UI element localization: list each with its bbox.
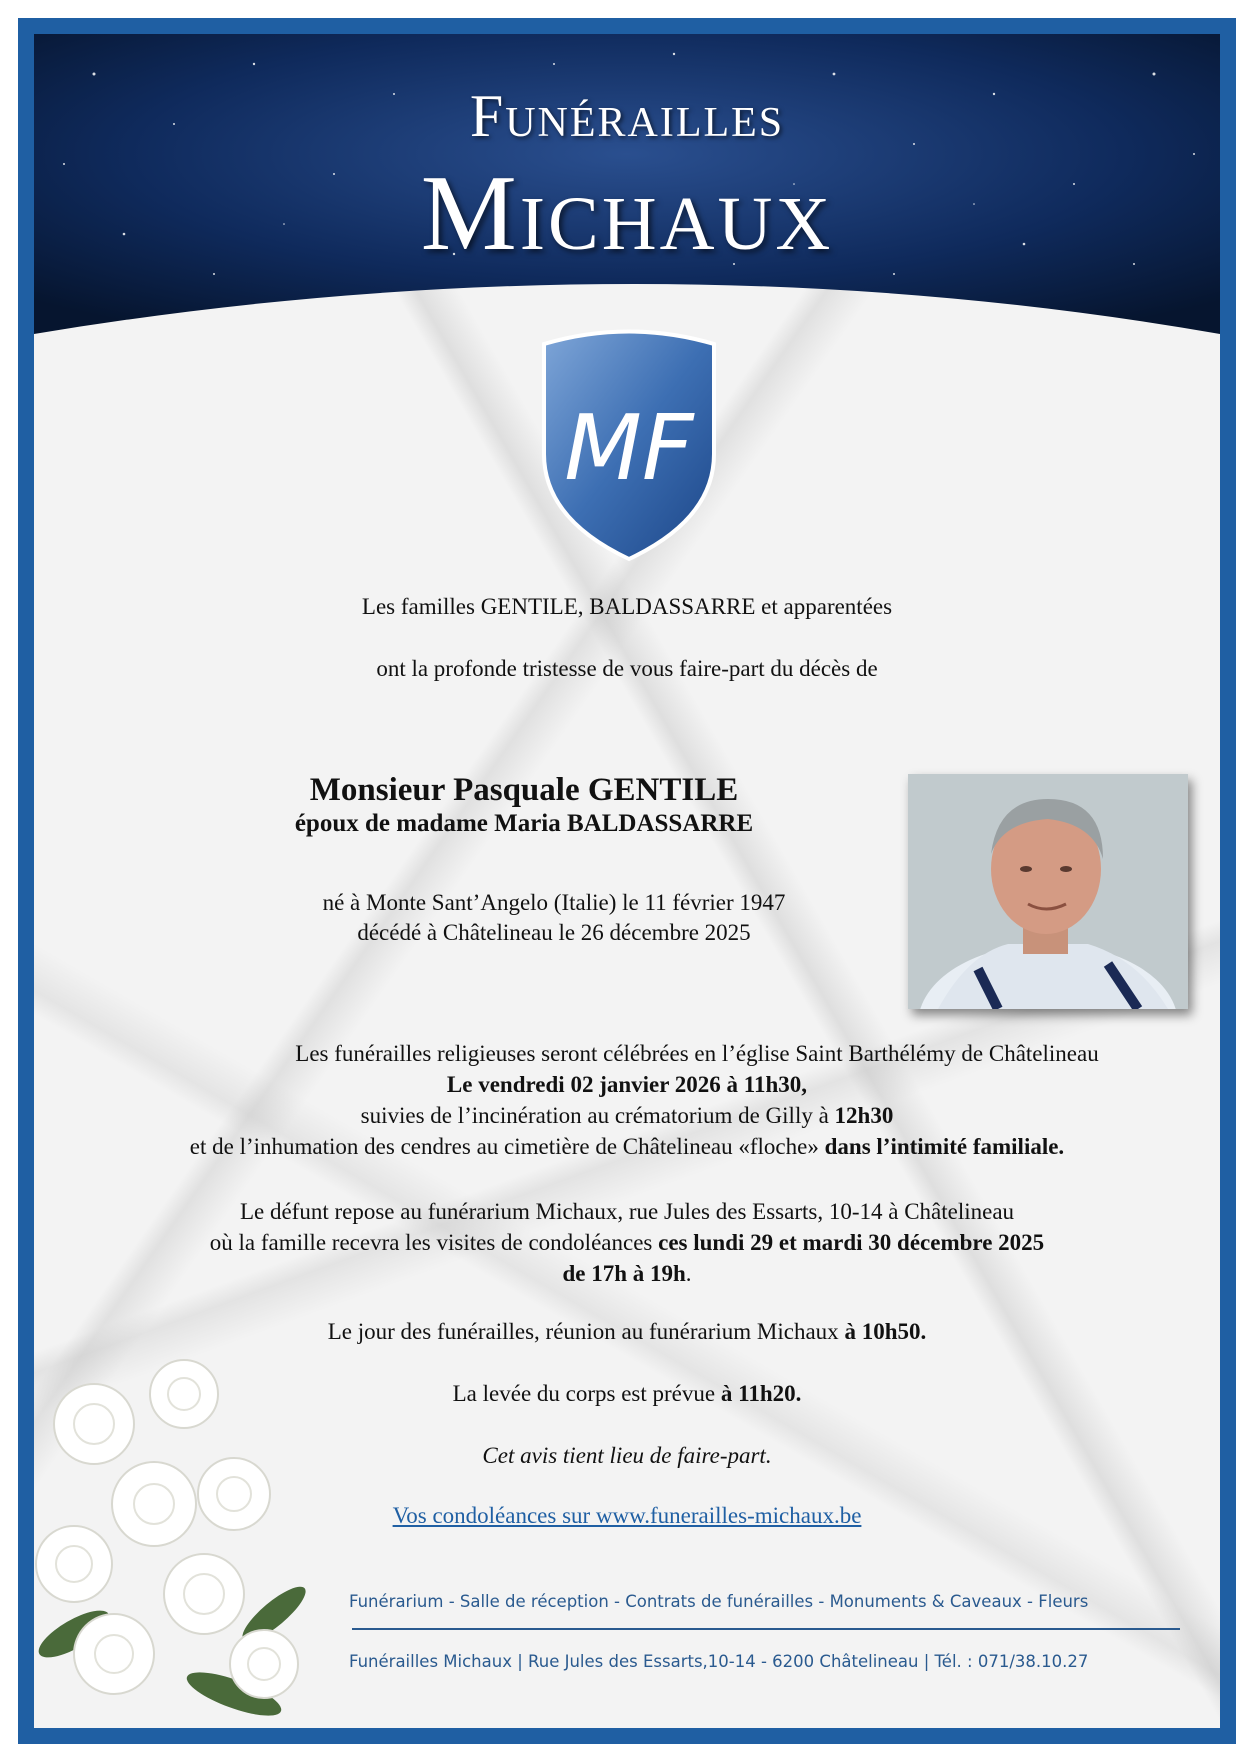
funerarium-line: Le défunt repose au funérarium Michaux, rue Jules des Essarts, 10-14 à Châtelineau <box>239 1199 1015 1224</box>
levee-time: à 11h20. <box>720 1381 802 1406</box>
visits-end: . <box>685 1261 692 1286</box>
white-flowers-bouquet-icon <box>34 1334 334 1728</box>
portrait-photo-icon <box>908 774 1188 1009</box>
burial-text: et de l’inhumation des cendres au cimetière de Châtelineau «floche» <box>189 1134 825 1159</box>
cremation-time: 12h30 <box>834 1103 894 1128</box>
brand-line-1: Funérailles <box>469 83 785 149</box>
ceremony-church: Les funérailles religieuses seront célébrées en l’église Saint Barthélémy de Châtelineau <box>295 1041 1099 1066</box>
brand-line-2: Michaux <box>420 154 834 273</box>
notice-line: Cet avis tient lieu de faire-part. <box>482 1443 772 1468</box>
meeting-text: Le jour des funérailles, réunion au funérarium Michaux <box>327 1319 845 1344</box>
cremation-text: suivies de l’incinération au crématorium de Gilly à <box>360 1103 835 1128</box>
footer-services: Funérarium - Salle de réception - Contrats de funérailles - Monuments & Caveaux - Fleurs <box>349 1592 1089 1611</box>
meeting-time: à 10h50. <box>844 1319 927 1344</box>
footer-address: Funérailles Michaux | Rue Jules des Essarts,10-14 - 6200 Châtelineau | Tél. : 071/38.10.27 <box>349 1652 1089 1671</box>
condolences-link[interactable]: Vos condoléances sur www.funerailles-michaux.be <box>392 1503 862 1528</box>
families-line: Les familles GENTILE, BALDASSARRE et apparentées <box>361 594 893 619</box>
ceremony-burial <box>64 1131 1190 1162</box>
mf-shield-logo-icon <box>534 324 724 564</box>
death-line: décédé à Châtelineau le 26 décembre 2025 <box>357 920 751 945</box>
visits-hours-line <box>64 1258 1190 1289</box>
intro-line: ont la profonde tristesse de vous faire-part du décès de <box>376 656 878 681</box>
ceremony-section <box>64 1038 1190 1162</box>
ceremony-cremation <box>64 1100 1190 1131</box>
obituary-frame <box>18 18 1236 1744</box>
visits-line <box>64 1227 1190 1258</box>
footer-divider <box>352 1628 1180 1630</box>
deceased-name: Monsieur Pasquale GENTILE <box>309 772 739 808</box>
visits-section <box>64 1196 1190 1289</box>
levee-text: La levée du corps est prévue <box>452 1381 721 1406</box>
burial-intimacy: dans l’intimité familiale. <box>824 1134 1065 1159</box>
portrait-photo <box>908 774 1188 1009</box>
visits-ces: ces <box>658 1230 694 1255</box>
visits-dates: lundi 29 et mardi 30 décembre 2025 <box>693 1230 1045 1255</box>
visits-text: où la famille recevra les visites de condoléances <box>209 1230 659 1255</box>
shield-monogram: MF <box>564 396 694 501</box>
visits-hours: de 17h à 19h <box>562 1261 686 1286</box>
birth-line: né à Monte Sant’Angelo (Italie) le 11 février 1947 <box>322 890 786 915</box>
deceased-spouse: époux de madame Maria BALDASSARRE <box>294 810 754 837</box>
ceremony-date: Le vendredi 02 janvier 2026 à 11h30, <box>446 1072 808 1097</box>
